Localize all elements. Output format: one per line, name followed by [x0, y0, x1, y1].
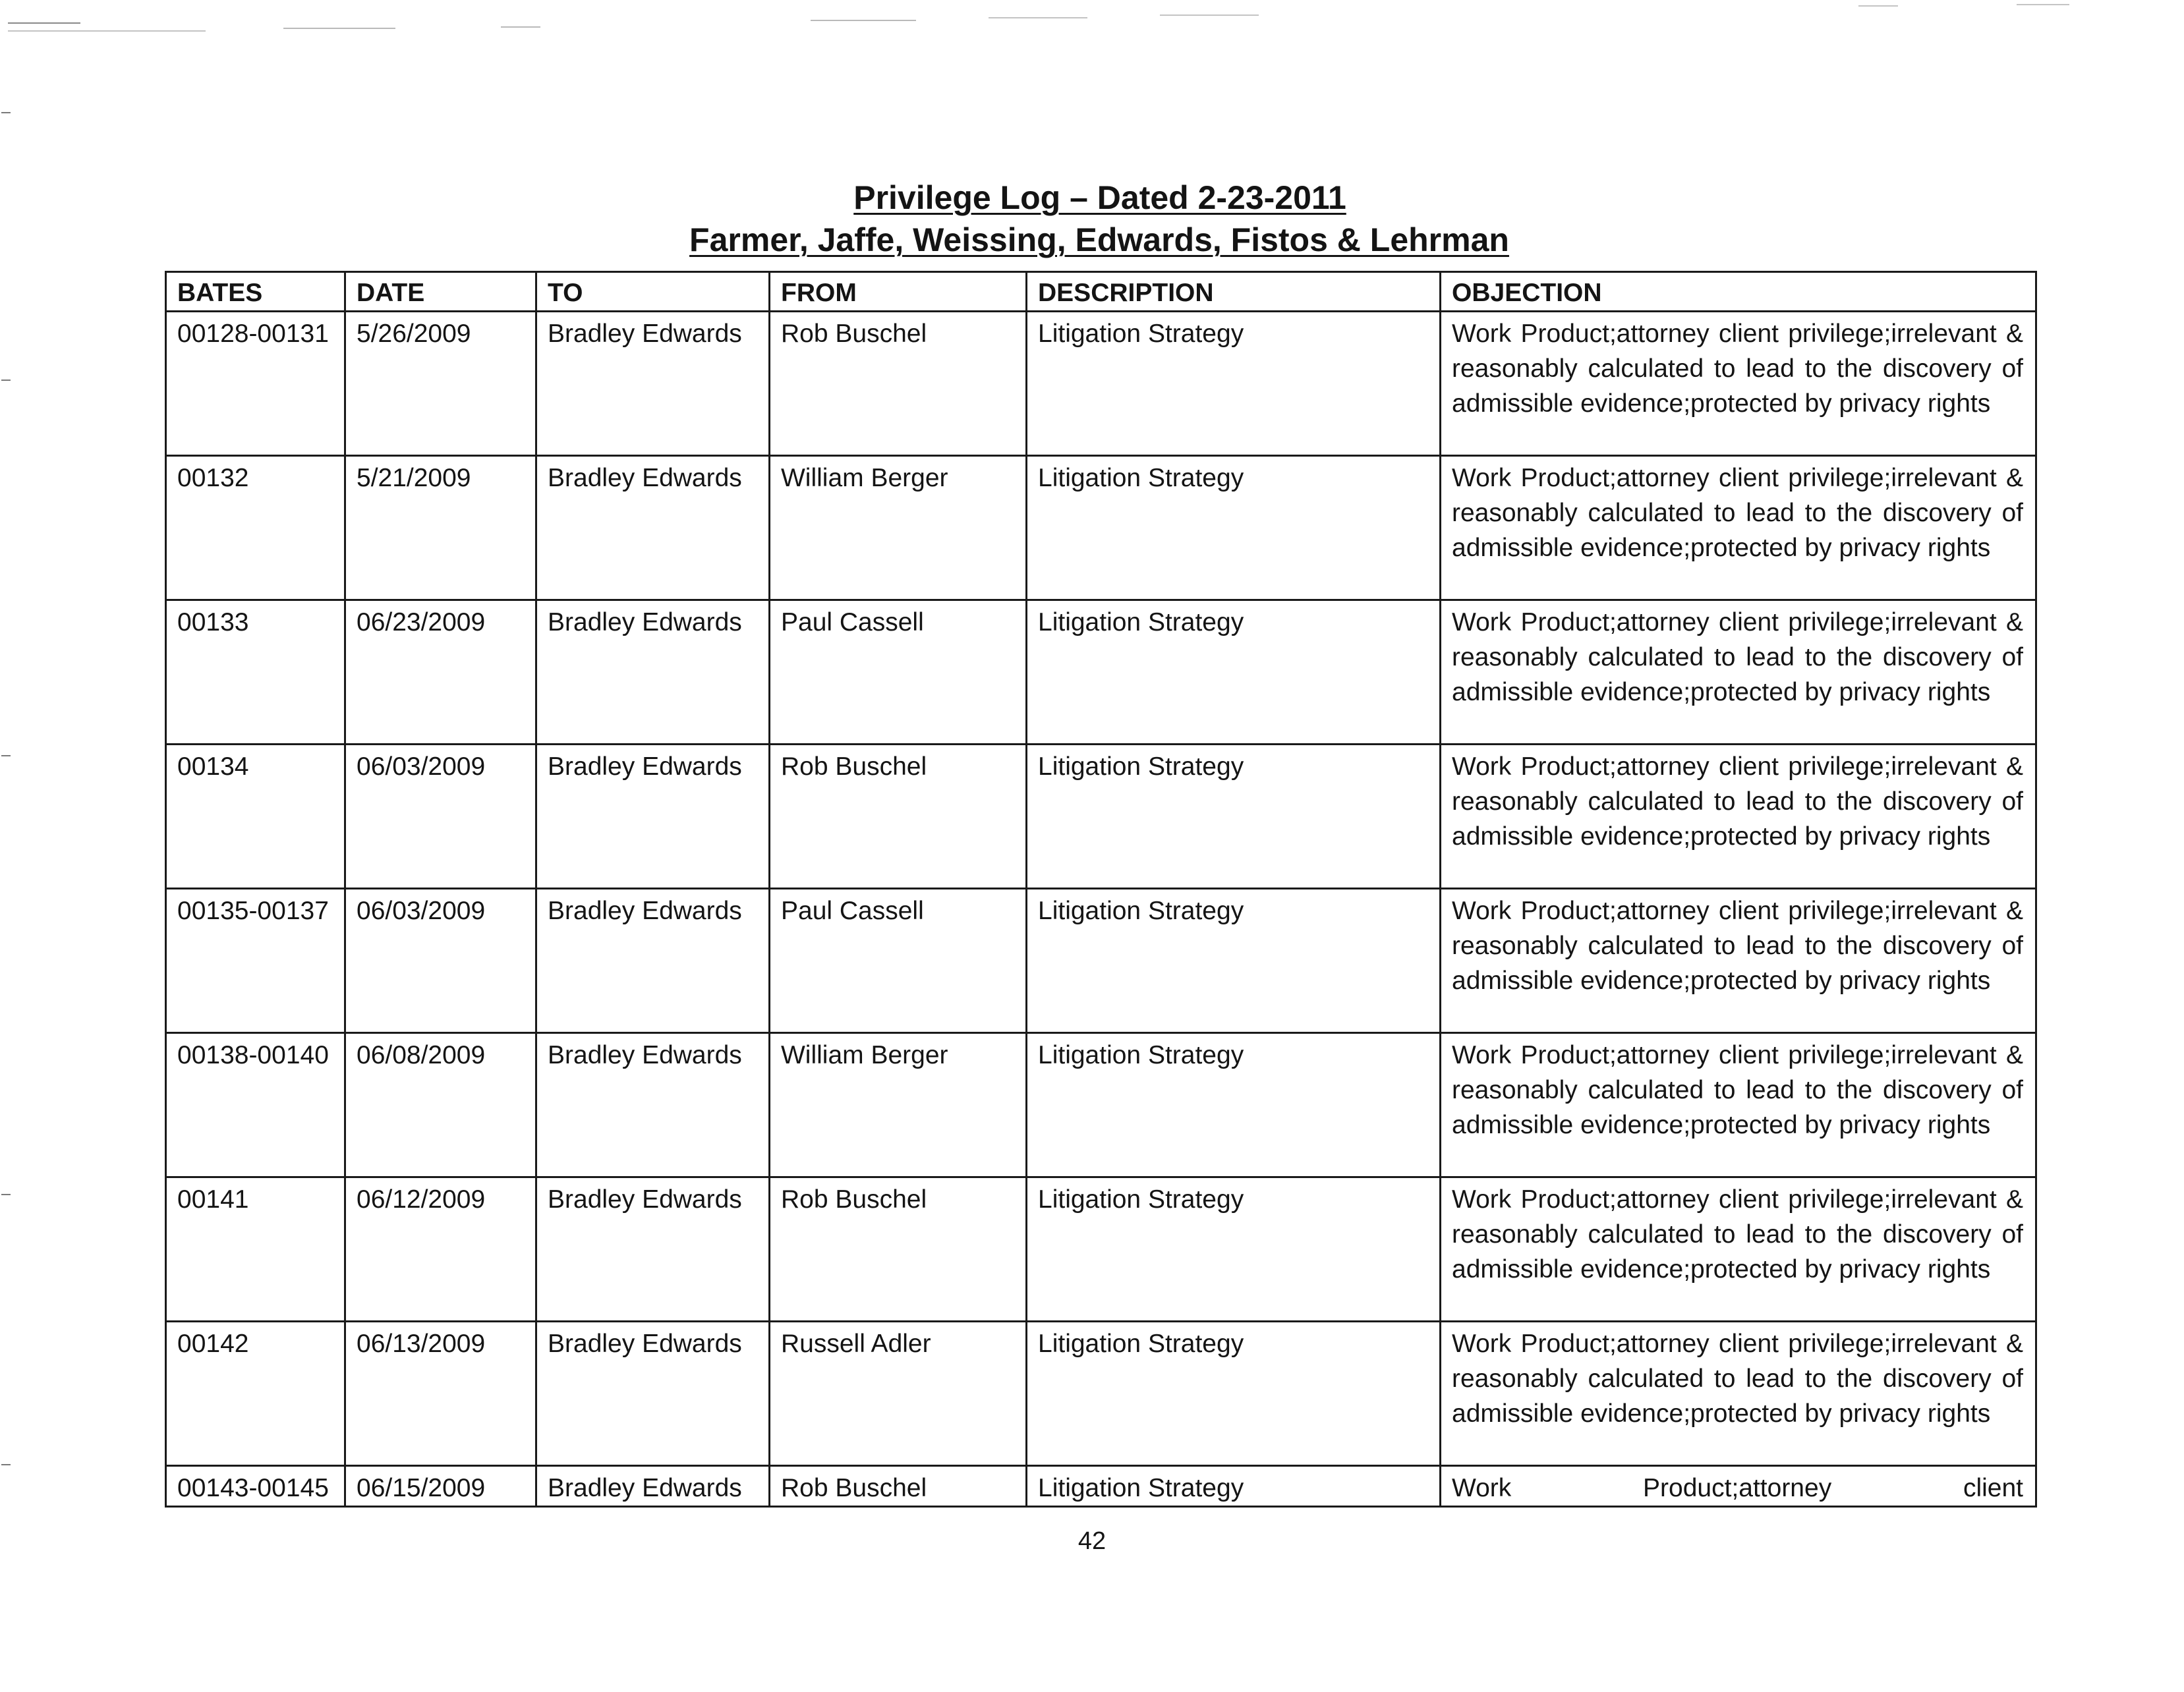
scan-artifact — [8, 30, 206, 32]
scan-artifact — [283, 28, 395, 29]
cell-objection: Work Product;attorney client — [1441, 1466, 2036, 1507]
cell-objection: Work Product;attorney client privilege;irrelevant & reasonably calculated to lead to the discovery of admissible evidence;protected by privacy rights — [1441, 312, 2036, 456]
scan-artifact — [501, 26, 540, 28]
cell-date: 06/08/2009 — [345, 1033, 536, 1177]
cell-bates: 00143-00145 — [166, 1466, 345, 1507]
cell-bates: 00128-00131 — [166, 312, 345, 456]
cell-description: Litigation Strategy — [1027, 456, 1441, 600]
margin-tick — [1, 112, 11, 113]
scan-artifact — [811, 20, 916, 21]
margin-tick — [1, 380, 11, 381]
cell-from: William Berger — [770, 456, 1027, 600]
cell-objection: Work Product;attorney client privilege;irrelevant & reasonably calculated to lead to the discovery of admissible evidence;protected by privacy rights — [1441, 600, 2036, 745]
cell-to: Bradley Edwards — [536, 1177, 770, 1322]
cell-from: Rob Buschel — [770, 1466, 1027, 1507]
cell-objection: Work Product;attorney client privilege;irrelevant & reasonably calculated to lead to the discovery of admissible evidence;protected by privacy rights — [1441, 745, 2036, 889]
cell-objection: Work Product;attorney client privilege;irrelevant & reasonably calculated to lead to the discovery of admissible evidence;protected by privacy rights — [1441, 889, 2036, 1033]
cell-to: Bradley Edwards — [536, 1033, 770, 1177]
cell-bates: 00138-00140 — [166, 1033, 345, 1177]
column-header-to: TO — [536, 272, 770, 312]
table-body — [166, 312, 2036, 1507]
cell-date: 06/23/2009 — [345, 600, 536, 745]
cell-description: Litigation Strategy — [1027, 600, 1441, 745]
cell-from: William Berger — [770, 1033, 1027, 1177]
table-row — [166, 1033, 2036, 1177]
table-row — [166, 745, 2036, 889]
cell-to: Bradley Edwards — [536, 600, 770, 745]
cell-to: Bradley Edwards — [536, 312, 770, 456]
scan-artifact — [1858, 5, 1898, 7]
table-row — [166, 1466, 2036, 1507]
page-number: 42 — [1078, 1527, 1106, 1555]
scan-artifact — [2017, 4, 2069, 5]
cell-bates: 00133 — [166, 600, 345, 745]
cell-to: Bradley Edwards — [536, 1322, 770, 1466]
cell-description: Litigation Strategy — [1027, 1466, 1441, 1507]
cell-from: Rob Buschel — [770, 312, 1027, 456]
cell-to: Bradley Edwards — [536, 745, 770, 889]
cell-objection: Work Product;attorney client privilege;irrelevant & reasonably calculated to lead to the discovery of admissible evidence;protected by privacy rights — [1441, 1177, 2036, 1322]
cell-from: Russell Adler — [770, 1322, 1027, 1466]
cell-from: Rob Buschel — [770, 745, 1027, 889]
cell-to: Bradley Edwards — [536, 1466, 770, 1507]
cell-bates: 00142 — [166, 1322, 345, 1466]
cell-to: Bradley Edwards — [536, 456, 770, 600]
cell-from: Paul Cassell — [770, 889, 1027, 1033]
document-header — [0, 177, 2184, 261]
table-row — [166, 600, 2036, 745]
scan-artifact — [8, 22, 80, 24]
cell-objection: Work Product;attorney client privilege;irrelevant & reasonably calculated to lead to the discovery of admissible evidence;protected by privacy rights — [1441, 456, 2036, 600]
cell-objection: Work Product;attorney client privilege;irrelevant & reasonably calculated to lead to the discovery of admissible evidence;protected by privacy rights — [1441, 1033, 2036, 1177]
scan-artifact — [989, 17, 1087, 18]
cell-date: 5/26/2009 — [345, 312, 536, 456]
column-header-from: FROM — [770, 272, 1027, 312]
document-title: Privilege Log – Dated 2-23-2011 — [853, 179, 1346, 216]
cell-from: Rob Buschel — [770, 1177, 1027, 1322]
cell-bates: 00141 — [166, 1177, 345, 1322]
column-header-bates: BATES — [166, 272, 345, 312]
table-row — [166, 889, 2036, 1033]
cell-date: 06/03/2009 — [345, 745, 536, 889]
header-row — [166, 272, 2036, 312]
cell-to: Bradley Edwards — [536, 889, 770, 1033]
margin-tick — [1, 1464, 11, 1465]
cell-description: Litigation Strategy — [1027, 312, 1441, 456]
cell-description: Litigation Strategy — [1027, 745, 1441, 889]
cell-bates: 00132 — [166, 456, 345, 600]
margin-tick — [1, 755, 11, 756]
scan-artifact — [1160, 14, 1259, 16]
table-row — [166, 312, 2036, 456]
cell-date: 06/12/2009 — [345, 1177, 536, 1322]
cell-date: 06/03/2009 — [345, 889, 536, 1033]
cell-description: Litigation Strategy — [1027, 1033, 1441, 1177]
cell-date: 5/21/2009 — [345, 456, 536, 600]
column-header-date: DATE — [345, 272, 536, 312]
cell-date: 06/13/2009 — [345, 1322, 536, 1466]
table-header — [166, 272, 2036, 312]
cell-date: 06/15/2009 — [345, 1466, 536, 1507]
cell-description: Litigation Strategy — [1027, 1322, 1441, 1466]
privilege-log-table — [165, 271, 2037, 1508]
column-header-objection: OBJECTION — [1441, 272, 2036, 312]
column-header-description: DESCRIPTION — [1027, 272, 1441, 312]
table-row — [166, 456, 2036, 600]
table-row — [166, 1177, 2036, 1322]
cell-objection: Work Product;attorney client privilege;irrelevant & reasonably calculated to lead to the discovery of admissible evidence;protected by privacy rights — [1441, 1322, 2036, 1466]
table-row — [166, 1322, 2036, 1466]
margin-tick — [1, 1194, 11, 1195]
cell-bates: 00135-00137 — [166, 889, 345, 1033]
cell-bates: 00134 — [166, 745, 345, 889]
document-subtitle: Farmer, Jaffe, Weissing, Edwards, Fistos & Lehrman — [689, 221, 1509, 258]
cell-description: Litigation Strategy — [1027, 1177, 1441, 1322]
cell-description: Litigation Strategy — [1027, 889, 1441, 1033]
cell-from: Paul Cassell — [770, 600, 1027, 745]
